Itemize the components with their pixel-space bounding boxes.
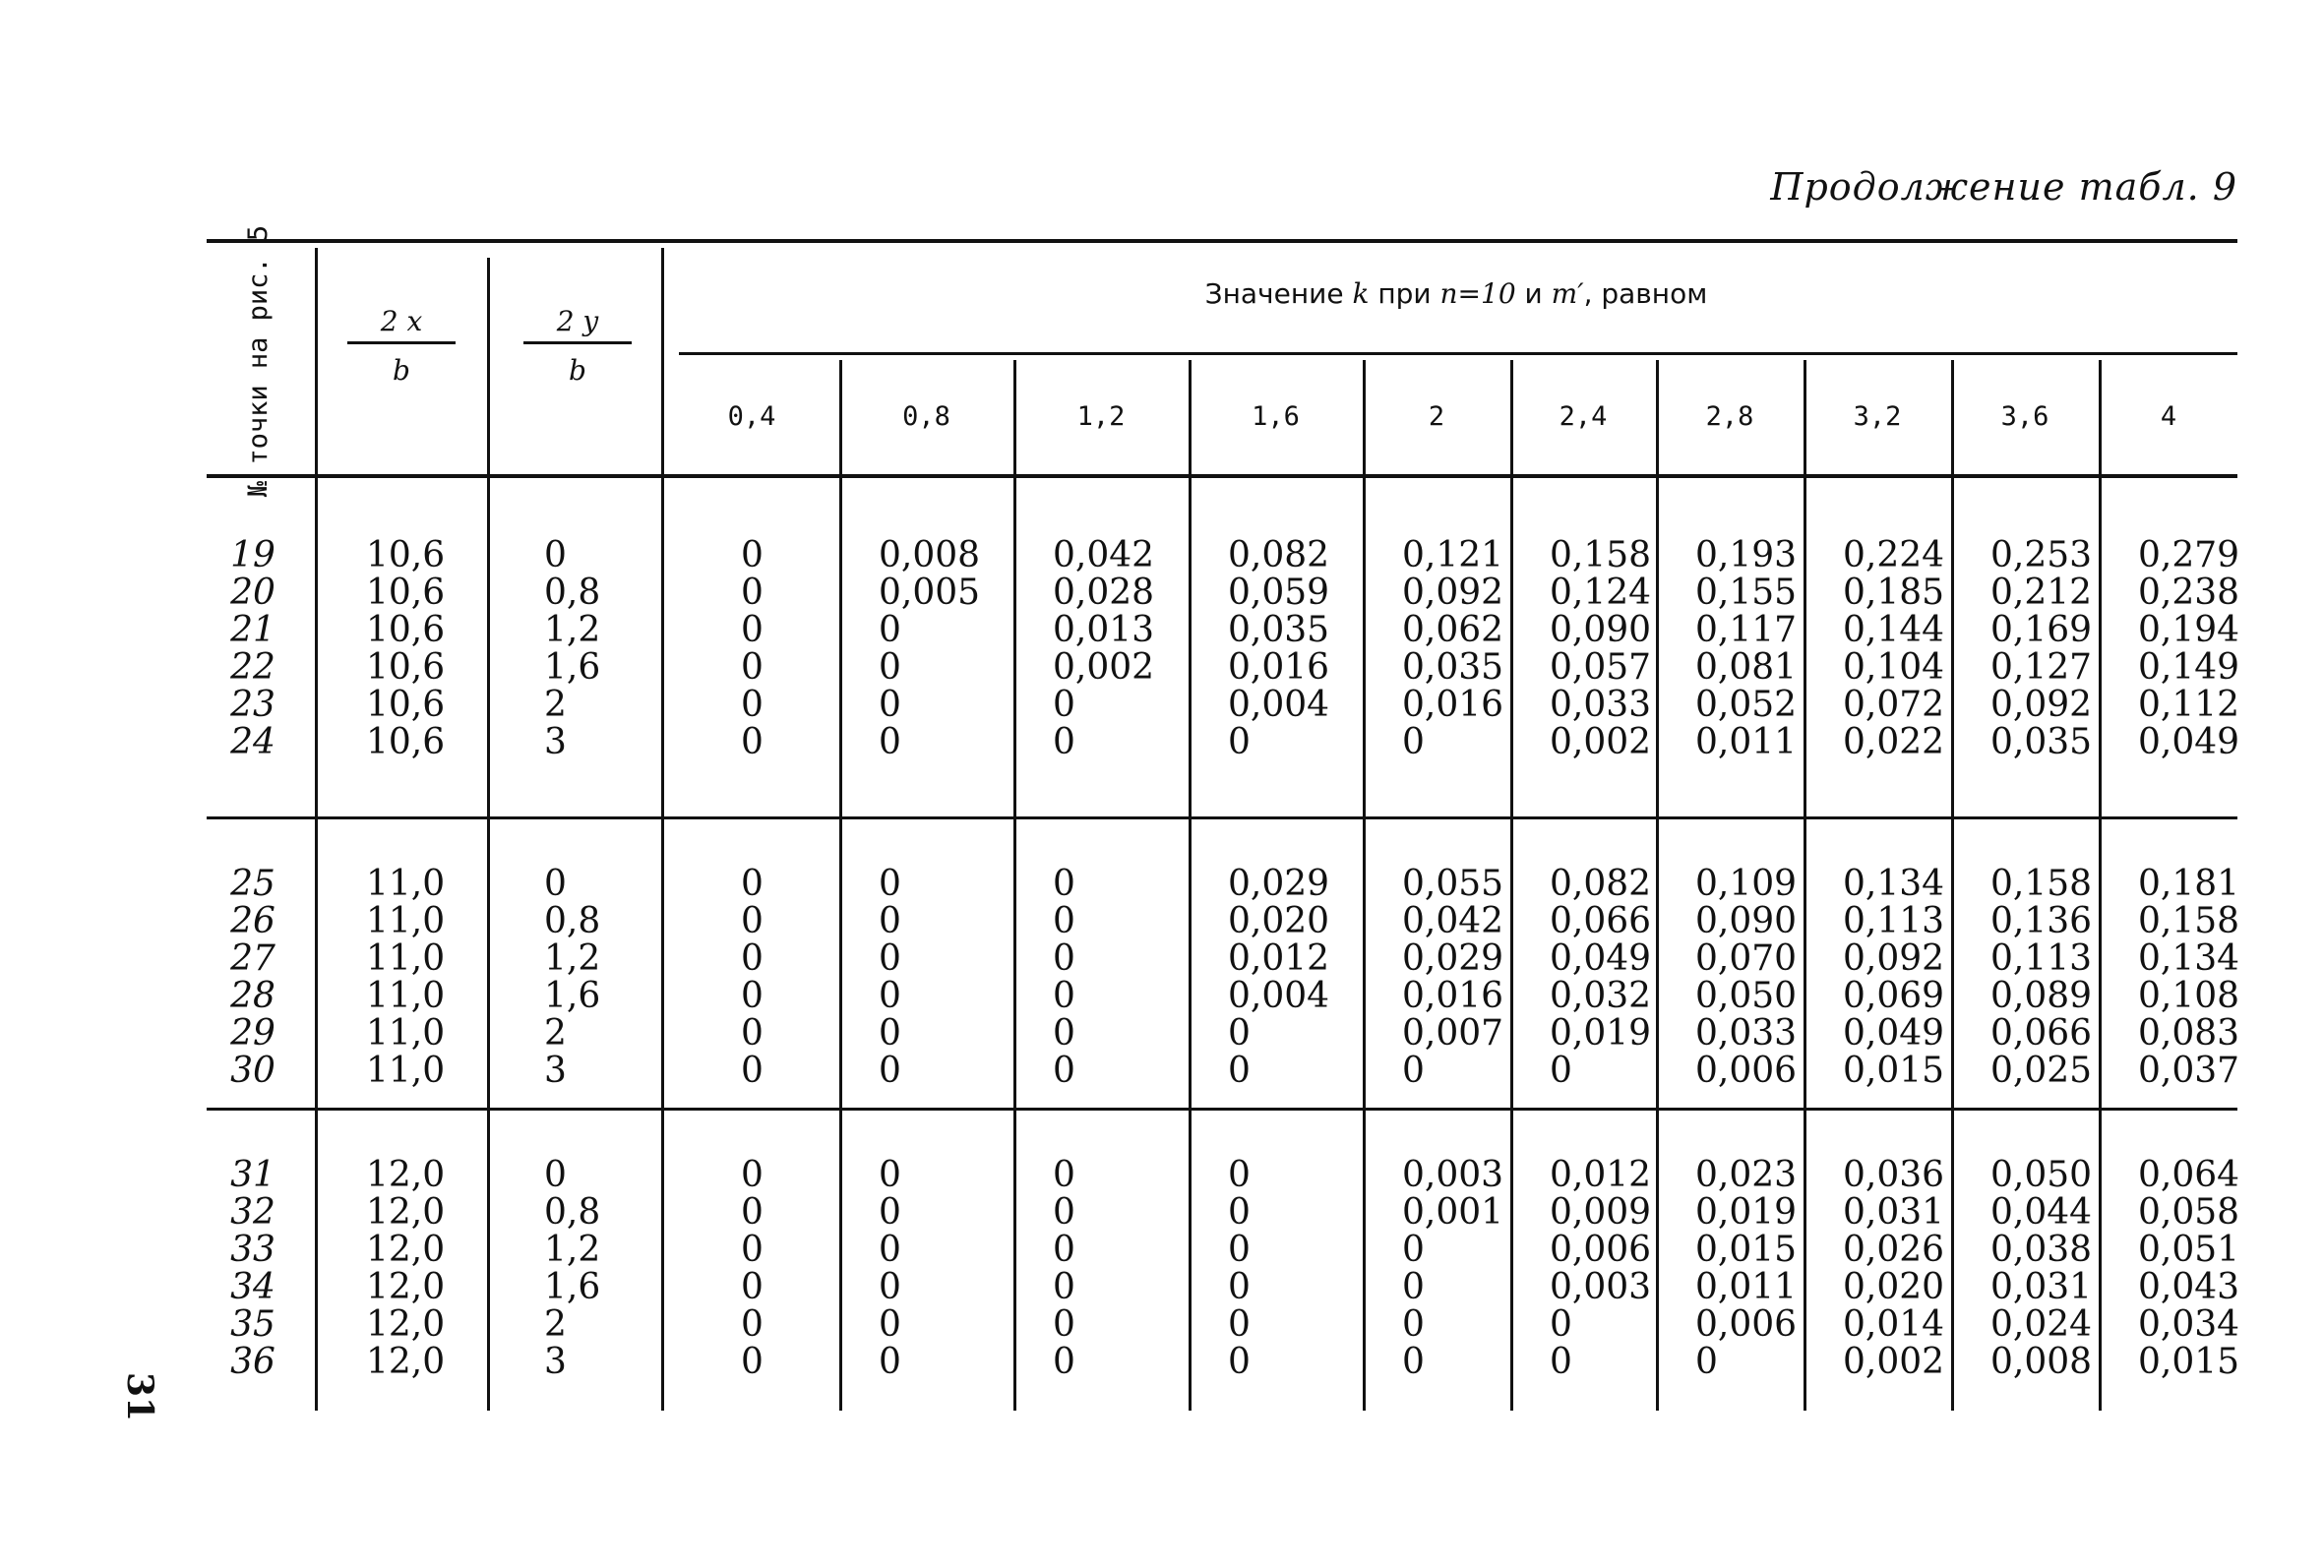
x-ratio-value: 11,0 — [366, 1051, 446, 1091]
k-value: 0 — [741, 1155, 764, 1195]
point-number: 21 — [230, 610, 275, 650]
k-value: 0,082 — [1550, 864, 1652, 904]
k-value: 0,020 — [1228, 901, 1330, 941]
k-value: 0 — [741, 535, 764, 575]
k-value: 0,050 — [1990, 1155, 2093, 1195]
k-value: 0,057 — [1550, 647, 1652, 688]
k-value: 0,127 — [1990, 647, 2093, 688]
k-value: 0 — [741, 1192, 764, 1233]
k-value: 0 — [1053, 901, 1075, 941]
k-value: 0,024 — [1990, 1304, 2093, 1345]
k-value: 0,158 — [1990, 864, 2093, 904]
m-value-header: 0,8 — [902, 401, 950, 432]
k-value: 0,031 — [1843, 1192, 1945, 1233]
k-value: 0,034 — [2138, 1304, 2240, 1345]
col-rule-m — [1363, 360, 1366, 1411]
m-symbol: m′ — [1551, 277, 1584, 310]
k-value: 0,019 — [1695, 1192, 1798, 1233]
k-value: 0,035 — [1402, 647, 1504, 688]
y-ratio-value: 3 — [544, 1051, 567, 1091]
header-sub-rule — [679, 352, 2237, 355]
table-caption: Продолжение табл. 9 — [1770, 165, 2237, 209]
k-value: 0,007 — [1402, 1013, 1504, 1054]
x-ratio-value: 10,6 — [366, 685, 446, 725]
point-number: 26 — [230, 901, 275, 941]
k-value: 0 — [741, 864, 764, 904]
point-number: 19 — [230, 535, 275, 575]
col-rule-m — [1510, 360, 1513, 1411]
col-rule-point — [315, 248, 318, 1411]
k-value: 0,113 — [1990, 938, 2093, 979]
k-value: 0,052 — [1695, 685, 1798, 725]
k-value: 0,031 — [1990, 1267, 2093, 1307]
y-ratio-value: 3 — [544, 1342, 567, 1382]
k-value: 0 — [741, 1013, 764, 1054]
x-ratio-value: 10,6 — [366, 647, 446, 688]
k-value: 0,020 — [1843, 1267, 1945, 1307]
x-ratio-value: 11,0 — [366, 901, 446, 941]
k-value: 0,001 — [1402, 1192, 1504, 1233]
x-ratio-value: 12,0 — [366, 1304, 446, 1345]
k-value: 0,028 — [1053, 573, 1155, 613]
k-value: 0 — [1053, 1342, 1075, 1382]
k-value: 0,019 — [1550, 1013, 1652, 1054]
k-value: 0,092 — [1843, 938, 1945, 979]
k-value: 0 — [1228, 1013, 1251, 1054]
k-value: 0 — [879, 1230, 901, 1270]
k-value: 0 — [879, 1051, 901, 1091]
k-value: 0 — [741, 1304, 764, 1345]
k-value: 0 — [1053, 1267, 1075, 1307]
y-ratio-denominator: b — [569, 354, 586, 387]
point-number: 33 — [230, 1230, 275, 1270]
k-value: 0 — [879, 901, 901, 941]
k-value: 0 — [1550, 1304, 1572, 1345]
y-ratio-value: 0,8 — [544, 901, 601, 941]
k-value: 0 — [1402, 1267, 1425, 1307]
k-value: 0 — [879, 722, 901, 762]
y-ratio-value: 1,2 — [544, 1230, 601, 1270]
k-value: 0,042 — [1053, 535, 1155, 575]
k-value: 0,117 — [1695, 610, 1798, 650]
k-value: 0,002 — [1550, 722, 1652, 762]
k-value: 0,072 — [1843, 685, 1945, 725]
m-value-header: 3,6 — [2000, 401, 2049, 432]
k-value: 0 — [1228, 1155, 1251, 1195]
k-value: 0 — [1402, 1304, 1425, 1345]
k-value: 0,013 — [1053, 610, 1155, 650]
y-ratio-value: 1,6 — [544, 647, 601, 688]
k-value: 0,082 — [1228, 535, 1330, 575]
k-value: 0,012 — [1228, 938, 1330, 979]
point-number: 32 — [230, 1192, 275, 1233]
k-value: 0,051 — [2138, 1230, 2240, 1270]
k-value: 0 — [741, 1051, 764, 1091]
x-ratio-header — [347, 305, 456, 387]
m-value-header: 2,4 — [1559, 401, 1608, 432]
k-value: 0,015 — [1843, 1051, 1945, 1091]
k-value: 0 — [1402, 1051, 1425, 1091]
m-value-header: 0,4 — [727, 401, 776, 432]
point-number: 34 — [230, 1267, 275, 1307]
k-value: 0,092 — [1402, 573, 1504, 613]
y-ratio-value: 0 — [544, 1155, 567, 1195]
m-value-header: 4 — [2160, 401, 2177, 432]
k-value: 0 — [879, 1304, 901, 1345]
k-value: 0,043 — [2138, 1267, 2240, 1307]
k-value: 0,004 — [1228, 685, 1330, 725]
k-value: 0,006 — [1550, 1230, 1652, 1270]
k-value: 0 — [1053, 938, 1075, 979]
k-value: 0,029 — [1228, 864, 1330, 904]
k-value: 0,092 — [1990, 685, 2093, 725]
k-value: 0 — [1550, 1342, 1572, 1382]
k-value: 0 — [879, 1155, 901, 1195]
x-ratio-value: 10,6 — [366, 535, 446, 575]
k-value: 0,058 — [2138, 1192, 2240, 1233]
x-ratio-numerator: 2 x — [347, 305, 456, 344]
k-value: 0,029 — [1402, 938, 1504, 979]
k-value: 0,022 — [1843, 722, 1945, 762]
k-value: 0,055 — [1402, 864, 1504, 904]
k-value: 0,008 — [1990, 1342, 2093, 1382]
y-ratio-value: 1,6 — [544, 1267, 601, 1307]
k-value: 0,003 — [1550, 1267, 1652, 1307]
point-number: 30 — [230, 1051, 275, 1091]
k-value: 0 — [1402, 722, 1425, 762]
k-value: 0 — [741, 976, 764, 1016]
k-value: 0,083 — [2138, 1013, 2240, 1054]
k-value: 0 — [1053, 1230, 1075, 1270]
k-value: 0 — [1695, 1342, 1718, 1382]
k-value: 0,112 — [2138, 685, 2240, 725]
k-value: 0,033 — [1695, 1013, 1798, 1054]
k-value: 0,025 — [1990, 1051, 2093, 1091]
k-value: 0,108 — [2138, 976, 2240, 1016]
y-ratio-value: 3 — [544, 722, 567, 762]
y-ratio-value: 0 — [544, 864, 567, 904]
col-rule-m — [1189, 360, 1192, 1411]
k-value: 0 — [1550, 1051, 1572, 1091]
k-value: 0 — [879, 647, 901, 688]
x-ratio-value: 12,0 — [366, 1342, 446, 1382]
k-value: 0,194 — [2138, 610, 2240, 650]
k-value: 0,124 — [1550, 573, 1652, 613]
y-ratio-value: 0 — [544, 535, 567, 575]
x-ratio-value: 11,0 — [366, 864, 446, 904]
k-value: 0,158 — [1550, 535, 1652, 575]
page-number-text: 31 — [119, 1371, 160, 1422]
k-value: 0,033 — [1550, 685, 1652, 725]
y-ratio-value: 2 — [544, 1013, 567, 1054]
k-value: 0,026 — [1843, 1230, 1945, 1270]
k-value: 0 — [1228, 1304, 1251, 1345]
k-value: 0 — [741, 938, 764, 979]
k-value: 0,015 — [2138, 1342, 2240, 1382]
k-value: 0,193 — [1695, 535, 1798, 575]
k-value: 0 — [879, 1342, 901, 1382]
k-value: 0 — [741, 1267, 764, 1307]
k-value: 0 — [741, 722, 764, 762]
k-value: 0,069 — [1843, 976, 1945, 1016]
y-ratio-header — [523, 305, 632, 387]
k-value: 0 — [1053, 864, 1075, 904]
k-value: 0 — [1053, 1155, 1075, 1195]
k-value: 0 — [1228, 1192, 1251, 1233]
y-ratio-value: 0,8 — [544, 1192, 601, 1233]
m-value-header: 2,8 — [1705, 401, 1754, 432]
k-value: 0,134 — [2138, 938, 2240, 979]
k-value: 0,044 — [1990, 1192, 2093, 1233]
k-value: 0,066 — [1990, 1013, 2093, 1054]
k-value: 0,002 — [1843, 1342, 1945, 1382]
group-divider-1 — [207, 816, 2237, 819]
k-value: 0,144 — [1843, 610, 1945, 650]
k-value: 0,011 — [1695, 722, 1798, 762]
k-value: 0,004 — [1228, 976, 1330, 1016]
k-value: 0 — [1228, 722, 1251, 762]
point-number: 20 — [230, 573, 275, 613]
k-value: 0,038 — [1990, 1230, 2093, 1270]
k-value: 0 — [879, 1267, 901, 1307]
k-value: 0 — [1053, 1051, 1075, 1091]
m-value-header: 2 — [1428, 401, 1445, 432]
k-value: 0,169 — [1990, 610, 2093, 650]
k-value: 0,070 — [1695, 938, 1798, 979]
y-ratio-value: 2 — [544, 1304, 567, 1345]
k-value: 0 — [1053, 976, 1075, 1016]
y-ratio-value: 1,6 — [544, 976, 601, 1016]
k-value: 0,104 — [1843, 647, 1945, 688]
k-value: 0,064 — [2138, 1155, 2240, 1195]
k-value: 0,016 — [1402, 685, 1504, 725]
k-value: 0 — [1402, 1230, 1425, 1270]
k-value: 0,008 — [879, 535, 981, 575]
k-value: 0,049 — [1550, 938, 1652, 979]
k-value: 0 — [1053, 1013, 1075, 1054]
col-rule-m — [2099, 360, 2102, 1411]
m-value-header: 3,2 — [1853, 401, 1902, 432]
x-ratio-value: 12,0 — [366, 1155, 446, 1195]
y-ratio-value: 1,2 — [544, 938, 601, 979]
k-value: 0,185 — [1843, 573, 1945, 613]
x-ratio-value: 11,0 — [366, 976, 446, 1016]
k-value: 0,003 — [1402, 1155, 1504, 1195]
k-title-part: и — [1515, 277, 1552, 310]
k-value: 0,006 — [1695, 1051, 1798, 1091]
k-value: 0,014 — [1843, 1304, 1945, 1345]
k-value: 0,081 — [1695, 647, 1798, 688]
k-value: 0,059 — [1228, 573, 1330, 613]
k-value: 0,279 — [2138, 535, 2240, 575]
page-number — [110, 1372, 169, 1421]
x-ratio-value: 11,0 — [366, 938, 446, 979]
k-value: 0,032 — [1550, 976, 1652, 1016]
k-value: 0,036 — [1843, 1155, 1945, 1195]
k-value: 0 — [1228, 1230, 1251, 1270]
x-ratio-value: 12,0 — [366, 1230, 446, 1270]
k-value: 0,113 — [1843, 901, 1945, 941]
n-expression: n=10 — [1439, 277, 1516, 310]
k-value: 0 — [1053, 722, 1075, 762]
k-value: 0,005 — [879, 573, 981, 613]
k-value: 0 — [879, 1013, 901, 1054]
m-value-header: 1,2 — [1076, 401, 1126, 432]
k-value: 0 — [741, 1230, 764, 1270]
x-ratio-value: 10,6 — [366, 610, 446, 650]
k-value: 0,042 — [1402, 901, 1504, 941]
k-value: 0,155 — [1695, 573, 1798, 613]
k-value: 0,037 — [2138, 1051, 2240, 1091]
k-value: 0 — [879, 685, 901, 725]
point-number: 25 — [230, 864, 275, 904]
k-value: 0,109 — [1695, 864, 1798, 904]
k-value: 0,009 — [1550, 1192, 1652, 1233]
k-value: 0 — [879, 1192, 901, 1233]
k-title-part: при — [1369, 277, 1440, 310]
k-value: 0,136 — [1990, 901, 2093, 941]
k-value: 0,050 — [1695, 976, 1798, 1016]
x-ratio-value: 10,6 — [366, 722, 446, 762]
point-number: 35 — [230, 1304, 275, 1345]
table-top-rule — [207, 239, 2237, 243]
y-ratio-value: 1,2 — [544, 610, 601, 650]
col-rule-x — [487, 258, 490, 1411]
k-value: 0 — [879, 938, 901, 979]
k-value: 0 — [879, 610, 901, 650]
k-value: 0,035 — [1990, 722, 2093, 762]
point-number: 31 — [230, 1155, 275, 1195]
k-value: 0,089 — [1990, 976, 2093, 1016]
k-value: 0,090 — [1695, 901, 1798, 941]
k-value: 0 — [741, 573, 764, 613]
k-value: 0,011 — [1695, 1267, 1798, 1307]
col-rule-m — [1656, 360, 1659, 1411]
k-title-part: Значение — [1204, 277, 1353, 310]
point-number: 36 — [230, 1342, 275, 1382]
k-value: 0 — [741, 647, 764, 688]
k-value: 0,016 — [1402, 976, 1504, 1016]
x-ratio-value: 12,0 — [366, 1267, 446, 1307]
k-value: 0,012 — [1550, 1155, 1652, 1195]
k-value: 0,066 — [1550, 901, 1652, 941]
k-value: 0,149 — [2138, 647, 2240, 688]
k-value: 0,181 — [2138, 864, 2240, 904]
k-value: 0 — [1053, 1192, 1075, 1233]
k-value: 0,121 — [1402, 535, 1504, 575]
k-value: 0 — [741, 610, 764, 650]
k-value: 0,035 — [1228, 610, 1330, 650]
group-divider-2 — [207, 1108, 2237, 1111]
point-number: 23 — [230, 685, 275, 725]
k-value: 0,134 — [1843, 864, 1945, 904]
point-number: 24 — [230, 722, 275, 762]
k-value: 0,049 — [2138, 722, 2240, 762]
col-rule-m — [1013, 360, 1016, 1411]
x-ratio-denominator: b — [393, 354, 410, 387]
k-value: 0 — [741, 1342, 764, 1382]
k-value: 0 — [1228, 1342, 1251, 1382]
k-value: 0 — [1402, 1342, 1425, 1382]
point-number: 28 — [230, 976, 275, 1016]
k-value: 0,023 — [1695, 1155, 1798, 1195]
x-ratio-value: 11,0 — [366, 1013, 446, 1054]
m-value-header: 1,6 — [1252, 401, 1300, 432]
k-value: 0,016 — [1228, 647, 1330, 688]
k-title-part: , равном — [1583, 277, 1708, 310]
k-value: 0 — [1053, 685, 1075, 725]
k-values-header — [679, 277, 2233, 310]
x-ratio-value: 10,6 — [366, 573, 446, 613]
point-number: 27 — [230, 938, 275, 979]
k-value: 0 — [741, 685, 764, 725]
y-ratio-value: 2 — [544, 685, 567, 725]
k-value: 0,238 — [2138, 573, 2240, 613]
col-rule-m — [1804, 360, 1806, 1411]
k-value: 0,212 — [1990, 573, 2093, 613]
point-number: 29 — [230, 1013, 275, 1054]
header-bottom-rule — [207, 474, 2237, 478]
k-value: 0,253 — [1990, 535, 2093, 575]
y-ratio-numerator: 2 y — [523, 305, 632, 344]
y-ratio-value: 0,8 — [544, 573, 601, 613]
k-value: 0 — [879, 864, 901, 904]
k-value: 0 — [1228, 1267, 1251, 1307]
k-value: 0 — [879, 976, 901, 1016]
k-symbol: k — [1352, 277, 1370, 310]
k-value: 0 — [1053, 1304, 1075, 1345]
point-number: 22 — [230, 647, 275, 688]
k-value: 0,049 — [1843, 1013, 1945, 1054]
k-value: 0 — [1228, 1051, 1251, 1091]
k-value: 0,006 — [1695, 1304, 1798, 1345]
k-value: 0,002 — [1053, 647, 1155, 688]
k-value: 0,015 — [1695, 1230, 1798, 1270]
point-column-label: № точки на рис. 5 — [243, 224, 274, 498]
col-rule-m — [839, 360, 842, 1411]
col-rule-m — [1951, 360, 1954, 1411]
point-column-header — [214, 224, 303, 498]
k-value: 0,062 — [1402, 610, 1504, 650]
k-value: 0,224 — [1843, 535, 1945, 575]
k-value: 0,090 — [1550, 610, 1652, 650]
k-value: 0,158 — [2138, 901, 2240, 941]
x-ratio-value: 12,0 — [366, 1192, 446, 1233]
k-value: 0 — [741, 901, 764, 941]
